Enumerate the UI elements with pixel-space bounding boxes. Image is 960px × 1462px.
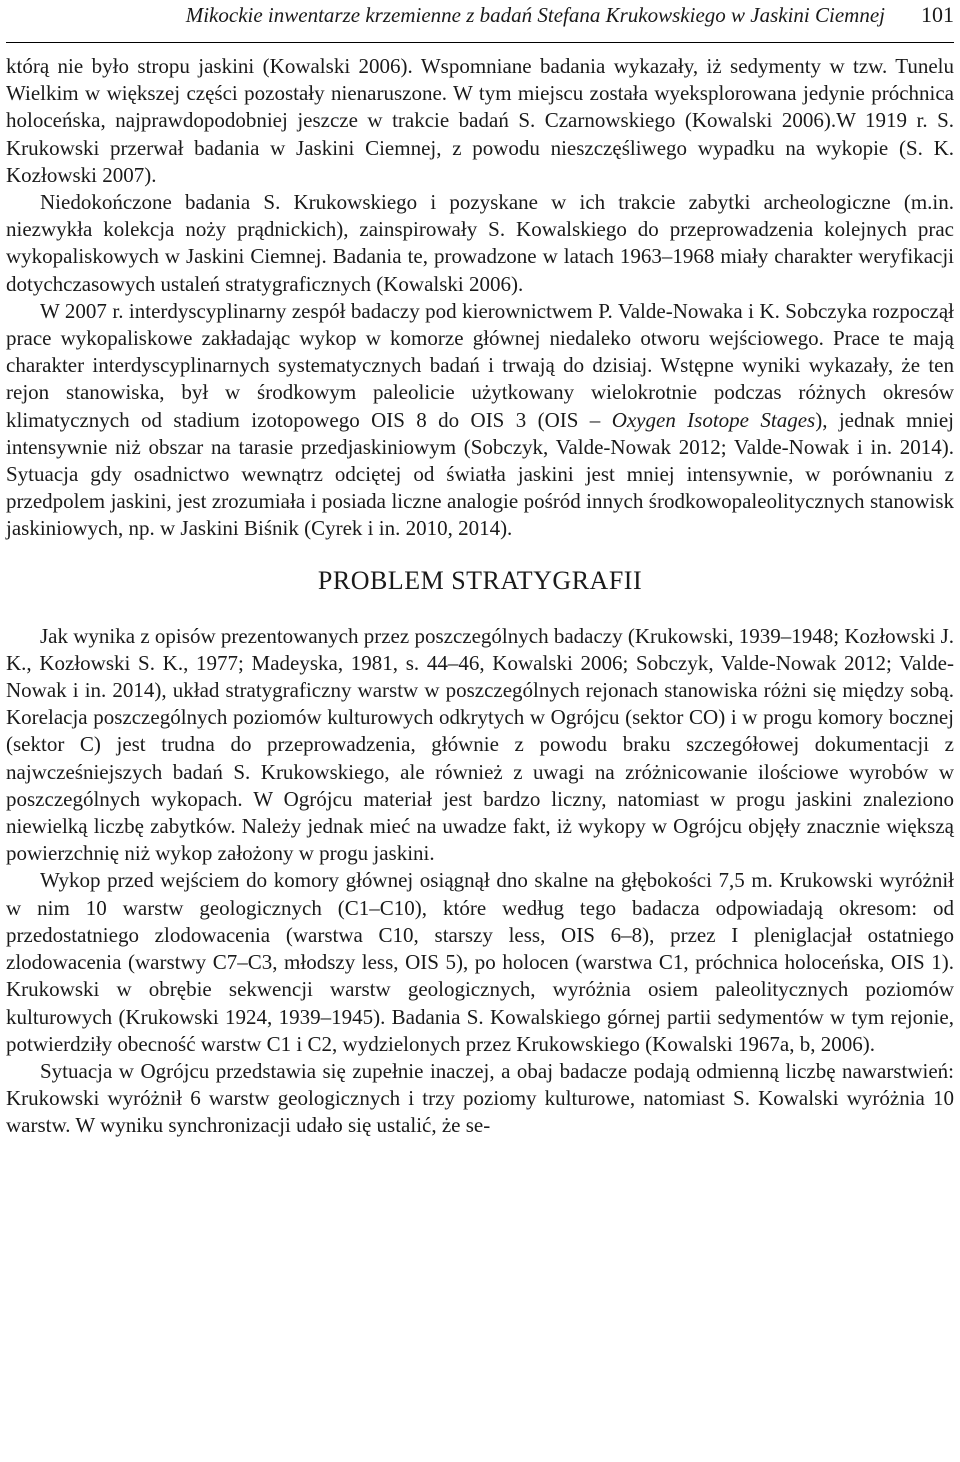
- paragraph-2007-research: [6, 298, 954, 543]
- section-heading: PROBLEM STRATYGRAFII: [317, 565, 643, 595]
- paragraph-stratigraphy-intro: Jak wynika z opisów prezentowanych przez poszczególnych badaczy (Krukowski, 1939–1948; Kozłowski J. K., Kozłowski S. K., 1977; Madeyska, 1981, s. 44–46, Kowalski 2006; Sobczyk, Valde-Nowak 2012; Valde-Nowak i in. 2014), układ stratygraficzny warstw w poszczególnych rejonach stanowiska różni się między sobą. Korelacja poszczególnych poziomów kulturowych odkrytych w Ogrójcu (sektor CO) i w progu komory bocznej (sektor C) jest trudna do przeprowadzenia, głównie z powodu braku szczegółowej dokumentacji z najwcześniejszych badań S. Krukowskiego, ale również z uwagi na zróżnicowanie ilościowe wyrobów w poszczególnych wykopach. W Ogrójcu materiał jest bardzo liczny, natomiast w progu jaskini znaleziono niewielką liczbę zabytków. Należy jednak mieć na uwadze fakt, iż wykopy w Ogrójcu objęły znacznie większą powierzchnię niż wykop założony w progu jaskini.: [6, 623, 954, 866]
- running-head: [6, 0, 954, 43]
- running-head-title: Mikockie inwentarze krzemienne z badań Stefana Krukowskiego w Jaskini Ciemnej: [185, 3, 885, 27]
- paragraph-kowalski-2006: którą nie było stropu jaskini (Kowalski 2006). Wspomniane badania wykazały, iż sedymenty w tzw. Tunelu Wielkim w większej części pozostały nienaruszone. W tym miejscu została wyeksplorowana jedynie próchnica holoceńska, najprawdopodobniej jeszcze w trakcie badań S. Czarnowskiego (Kowalski 2006).W 1919 r. S. Krukowski przerwał badania w Jaskini Ciemnej, z powodu nieszczęśliwego wypadku na wykopie (S. K. Kozłowski 2007).: [6, 54, 954, 187]
- paragraph-kowalski-excavations: Niedokończone badania S. Krukowskiego i pozyskane w ich trakcie zabytki archeologiczne (m.in. niezwykła kolekcja noży prądnickich), zainspirowały S. Kowalskiego do przeprowadzenia kolejnych prac wykopaliskowych w Jaskini Ciemnej. Badania te, prowadzone w latach 1963–1968 miały charakter weryfikacji dotychczasowych ustaleń stratygraficznych (Kowalski 2006).: [6, 190, 954, 296]
- paragraph-ogrojec-situation: Sytuacja w Ogrójcu przedstawia się zupełnie inaczej, a obaj badacze podają odmienną liczbę nawarstwień: Krukowski wyróżnił 6 warstw geologicznych i trzy poziomy kulturowe, natomiast S. Kowalski wyróżnia 10 warstw. W wyniku synchronizacji udało się ustalić, że se-: [6, 1058, 954, 1138]
- paragraph-2007-italic: Oxygen Isotope Stages: [611, 407, 816, 432]
- paragraph-main-chamber-trench: Wykop przed wejściem do komory głównej osiągnął dno skalne na głębokości 7,5 m. Krukowski wyróżnił w nim 10 warstw geologicznych (C1–C10), które według tego badacza odpowiadają okresom: od przedostatniego zlodowacenia (warstwa C10, starszy less, OIS 6–8), przez I pleniglacjał ostatniego zlodowacenia (warstwy C7–C3, młodszy less, OIS 5), po holocen (warstwa C1, próchnica holoceńska, OIS 1). Krukowski w obrębie sekwencji warstw geologicznych, wyróżnia osiem paleolitycznych poziomów kulturowych (Krukowski 1924, 1939–1945). Badania S. Kowalskiego górnej partii sedymentów w tym rejonie, potwierdziły obecność warstw C1 i C2, wydzielonych przez Krukowskiego (Kowalski 1967a, b, 2006).: [6, 868, 954, 1056]
- paragraph-2007-text-a: W 2007 r. interdyscyplinarny zespół badaczy pod kierownictwem P. Valde-Nowaka i K. Sobczyka rozpoczął prace wykopaliskowe zakładając wykop w komorze głównej niedaleko otworu wejściowego. Prace te mają charakter interdyscyplinarnych systematycznych badań i trwają do dzisiaj. Wstępne wyniki wykazały, że ten rejon stanowiska, był w środkowym paleolicie użytkowany wielokrotnie podczas różnych okresów klimatycznych od stadium izotopowego OIS 8 do OIS 3 (OIS –: [6, 298, 954, 432]
- paragraph-2007-text-b: ), jednak mniej intensywnie niż obszar na tarasie przedjaskiniowym (Sobczyk, Valde-Nowak 2012; Valde-Nowak i in. 2014). Sytuacja gdy osadnictwo wewnątrz odciętej od światła jaskini jest mniej intensywnie, w porównaniu z przedpolem jaskini, jest zrozumiała i posiada liczne analogie pośród innych środkowopaleolitycznych stanowisk jaskiniowych, np. w Jaskini Biśnik (Cyrek i in. 2010, 2014).: [6, 407, 955, 541]
- page-number: 101: [921, 2, 954, 27]
